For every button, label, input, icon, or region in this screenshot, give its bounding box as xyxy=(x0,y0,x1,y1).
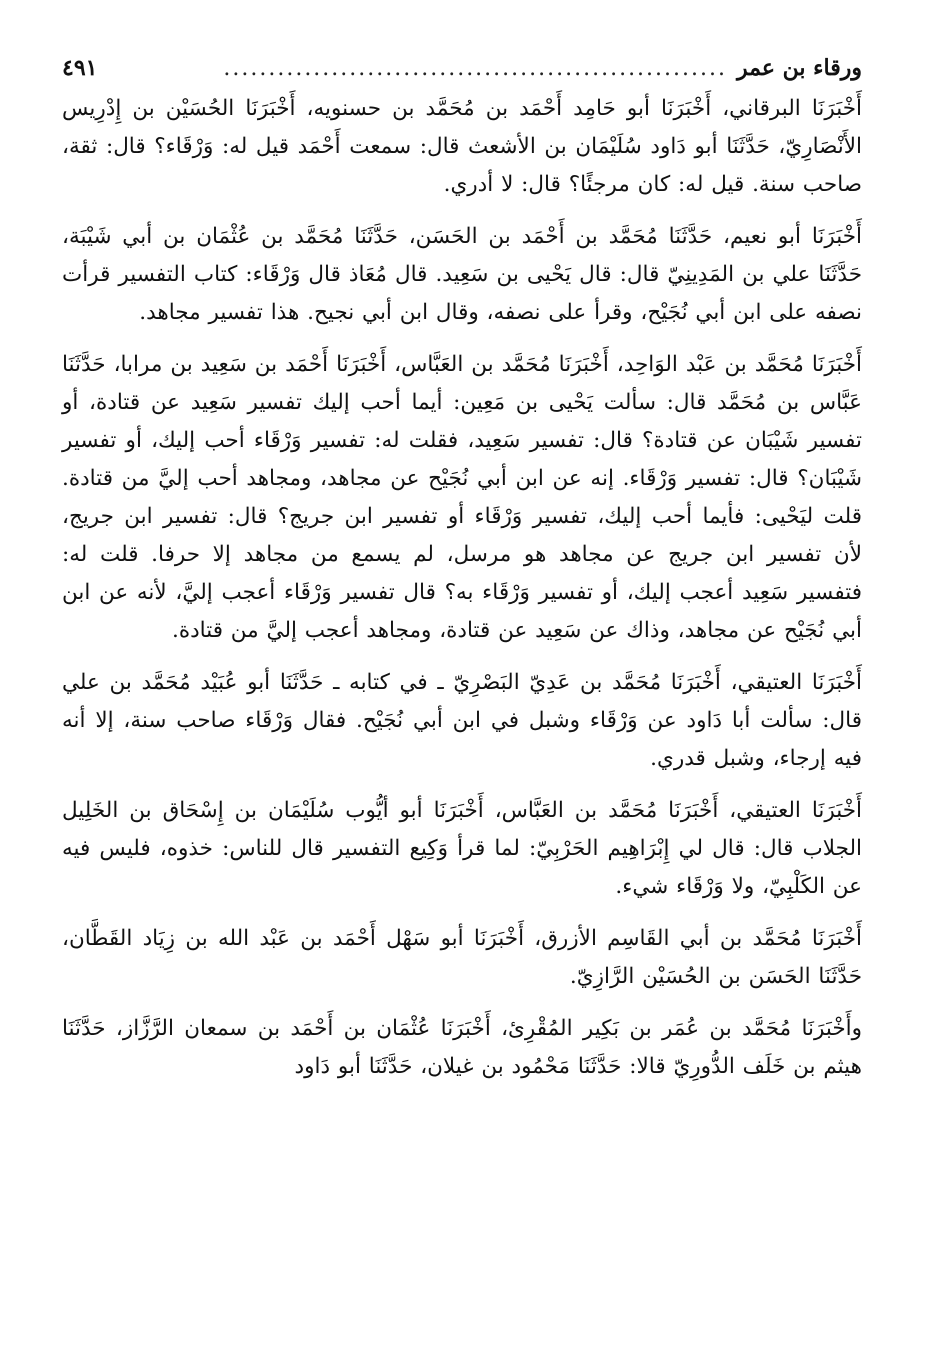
paragraph-4: أَخْبَرَنَا العتيقي، أَخْبَرَنَا مُحَمَّد بن عَدِيّ البَصْرِيّ ـ في كتابه ـ حَدَّثَنَا أبو عُبَيْد مُحَمَّد بن علي قال: سألت أبا دَاود عن وَرْقَاء وشبل في ابن أبي نُجَيْح. فقال وَرْقَاء صاحب سنة، إلا أنه فيه إرجاء، وشبل قدري. xyxy=(62,670,862,771)
header-title: ورقاء بن عمر xyxy=(737,55,862,81)
paragraph-3: أَخْبَرَنَا مُحَمَّد بن عَبْد الوَاحِد، أَخْبَرَنَا مُحَمَّد بن العَبَّاس، أَخْبَرَنَا أَحْمَد بن سَعِيد بن مرابا، حَدَّثَنَا عَبَّاس بن مُحَمَّد قال: سألت يَحْيى بن مَعِين: أيما أحب إليك تفسير سَعِيد عن قتادة، أو تفسير شَيْبَان عن قتادة؟ قال: تفسير سَعِيد، فقلت له: تفسير وَرْقَاء أحب إليك، أو تفسير شَيْبَان؟ قال: تفسير وَرْقَاء. إنه عن ابن أبي نُجَيْح عن مجاهد، ومجاهد أحب إليَّ من قتادة. قلت ليَحْيى: فأيما أحب إليك، تفسير وَرْقَاء أو تفسير ابن جريج؟ قال: تفسير ابن جريج، لأن تفسير ابن جريج عن مجاهد هو مرسل، لم يسمع من مجاهد إلا حرفا. قلت له: فتفسير سَعِيد أعجب إليك، أو تفسير وَرْقَاء به؟ قال تفسير وَرْقَاء أعجب إليَّ، لأنه عن ابن أبي نُجَيْح عن مجاهد، وذاك عن سَعِيد عن قتادة، ومجاهد أعجب إليَّ من قتادة. xyxy=(62,352,862,643)
paragraph-7: وأَخْبَرَنَا مُحَمَّد بن عُمَر بن بَكِير المُقْرِئ، أَخْبَرَنَا عُثْمَان بن أَحْمَد بن سمعان الرَّزَّاز، حَدَّثَنَا هيثم بن خَلَف الدُّورِيّ قالا: حَدَّثَنَا مَحْمُود بن غيلان، حَدَّثَنَا أبو دَاود xyxy=(62,1016,862,1079)
book-page xyxy=(62,48,862,1100)
paragraph-6: أَخْبَرَنَا مُحَمَّد بن أبي القَاسِم الأزرق، أَخْبَرَنَا أبو سَهْل أَحْمَد بن عَبْد الله بن زِيَاد القَطَّان، حَدَّثَنَا الحَسَن بن الحُسَيْن الرَّازِيّ. xyxy=(62,926,862,989)
paragraph-5: أَخْبَرَنَا العتيقي، أَخْبَرَنَا مُحَمَّد بن العَبَّاس، أَخْبَرَنَا أبو أيُّوب سُلَيْمَان بن إِسْحَاق بن الخَلِيل الجلاب قال: قال لي إِبْرَاهِيم الحَرْبِيّ: لما قرأ وَكِيع التفسير قال للناس: خذوه، فليس فيه عن الكَلْبِيّ، ولا وَرْقَاء شيء. xyxy=(62,798,862,899)
running-header xyxy=(62,48,862,88)
paragraph-2: أَخْبَرَنَا أبو نعيم، حَدَّثَنَا مُحَمَّد بن أَحْمَد بن الحَسَن، حَدَّثَنَا مُحَمَّد بن عُثْمَان بن أبي شَيْبَة، حَدَّثَنَا علي بن المَدِينِيّ قال: قال يَحْيى بن سَعِيد. قال مُعَاذ قال وَرْقَاء: كتاب التفسير قرأت نصفه على ابن أبي نُجَيْح، وقرأ على نصفه، وقال ابن أبي نجيح. هذا تفسير مجاهد. xyxy=(62,224,862,325)
page-number: ٤٩١ xyxy=(62,55,98,81)
header-leader-dots: ........................................................ xyxy=(223,56,727,81)
paragraph-1: أَخْبَرَنَا البرقاني، أَخْبَرَنَا أبو حَامِد أَحْمَد بن مُحَمَّد بن حسنويه، أَخْبَرَنَا الحُسَيْن بن إِدْرِيس الأَنْصَارِيّ، حَدَّثَنَا أبو دَاود سُلَيْمَان بن الأشعث قال: سمعت أَحْمَد قيل له: وَرْقَاء؟ قال: ثقة، صاحب سنة. قيل له: كان مرجئًا؟ قال: لا أدري. xyxy=(62,96,862,197)
